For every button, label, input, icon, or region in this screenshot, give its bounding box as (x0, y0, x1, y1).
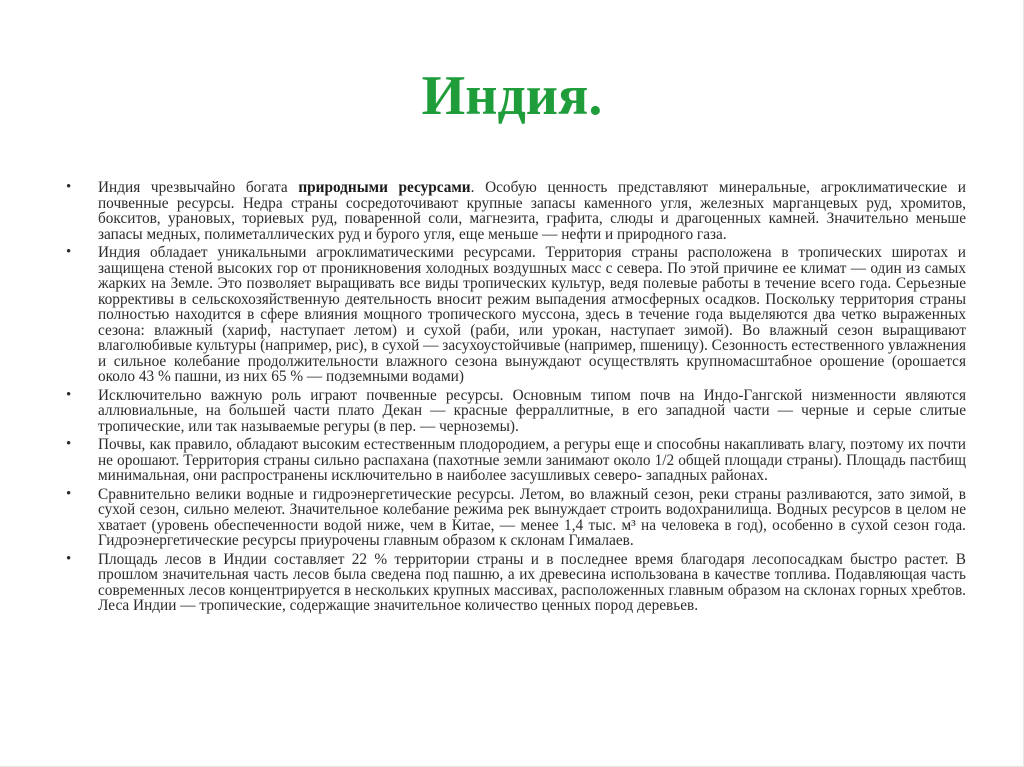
bullet-mark: • (66, 179, 72, 195)
bullet-text-bold: природными ресурсами (298, 179, 471, 196)
slide-title: Индия. (421, 65, 603, 127)
bullet-item-agroclimatic-resources (66, 245, 966, 385)
bullet-text-post: . Особую ценность представляют минеральные, агроклиматические и почвенные ресурсы. Недра страны сосредоточивают крупные запасы каменного угля, железных марганцевых руд, хромитов, бокситов, урановых, ториевых руд, поваренной соли, магнезита, графита, слюды и драгоценных камней. Значительно меньше запасы медных, полиметаллических руд и бурого угля, еще меньше — нефти и природного газа. (98, 179, 966, 243)
bullet-mark: • (66, 436, 72, 452)
bullet-mark: • (66, 386, 72, 403)
bullet-text: Сравнительно велики водные и гидроэнергетические ресурсы. Летом, во влажный сезон, реки страны разливаются, зато зимой, в сухой сезон, сильно мелеют. Значительное колебание режима рек вынуждает строить водохранилища. Водных ресурсов в целом не хватает (уровень обеспеченности водой ниже, чем в Китае, — менее 1,4 тыс. м³ на человека в год), особенно в сухой сезон года. Гидроэнергетические ресурсы приурочены главным образом к склонам Гималаев. (98, 485, 966, 549)
bullet-item-mineral-resources (66, 180, 966, 242)
bullet-mark: • (66, 550, 72, 567)
bullet-text (98, 179, 966, 243)
bullet-list (66, 180, 966, 614)
bullet-text: Почвы, как правило, обладают высоким естественным плодородием, а регуры еще и способны накапливать влагу, поэтому их почти не орошают. Территория страны сильно распахана (пахотные земли занимают около 1/2 общей площади страны). Площадь пастбищ минимальная, они распространены исключительно в наиболее засушливых северо- западных районах. (98, 436, 966, 484)
bullet-item-soil-fertility (66, 437, 966, 484)
bullet-text: Площадь лесов в Индии составляет 22 % территории страны и в последнее время благодаря лесопосадкам быстро растет. В прошлом значительная часть лесов была сведена под пашню, а их древесина использована в качестве топлива. Подавляющая часть современных лесов концентрируется в нескольких крупных массивах, расположенных главным образом на склонах горных хребтов. Леса Индии — тропические, содержащие значительное количество ценных пород деревьев. (98, 550, 966, 614)
bullet-mark: • (66, 244, 72, 260)
bullet-item-water-resources (66, 487, 966, 549)
bullet-item-soil-resources (66, 388, 966, 435)
bullet-item-forest-resources (66, 552, 966, 614)
bullet-text-pre: Индия чрезвычайно богата (98, 179, 299, 196)
bullet-mark: • (66, 485, 72, 502)
bullet-text: Индия обладает уникальными агроклиматическими ресурсами. Территория страны расположена в тропических широтах и защищена стеной высоких гор от проникновения холодных воздушных масс с севера. По этой причине ее климат — один из самых жарких на Земле. Это позволяет выращивать все виды тропических культур, ведя полевые работы в течение всего года. Серьезные коррективы в сельскохозяйственную деятельность вносит режим выпадения атмосферных осадков. Поскольку территория страны полностью находится в сфере влияния мощного тропического муссона, здесь в течение года выделяются два четко выраженных сезона: влажный (хариф, наступает летом) и сухой (раби, или урокан, наступает зимой). Во влажный сезон выращивают влаголюбивые культуры (например, рис), в сухой — засухоустойчивые (например, пшеницу). Сезонность естественного увлажнения и сильное колебание продолжительности влажного сезона вынуждают осуществлять крупномасштабное орошение (орошается около 43 % пашни, из них 65 % — подземными водами) (98, 244, 966, 385)
bullet-text: Исключительно важную роль играют почвенные ресурсы. Основным типом почв на Индо-Гангской низменности являются аллювиальные, на большей части плато Декан — красные ферраллитные, в его западной части — черные и серые слитые тропические, или так называемые регуры (в пер. — черноземы). (98, 386, 966, 435)
slide-content (66, 180, 966, 617)
